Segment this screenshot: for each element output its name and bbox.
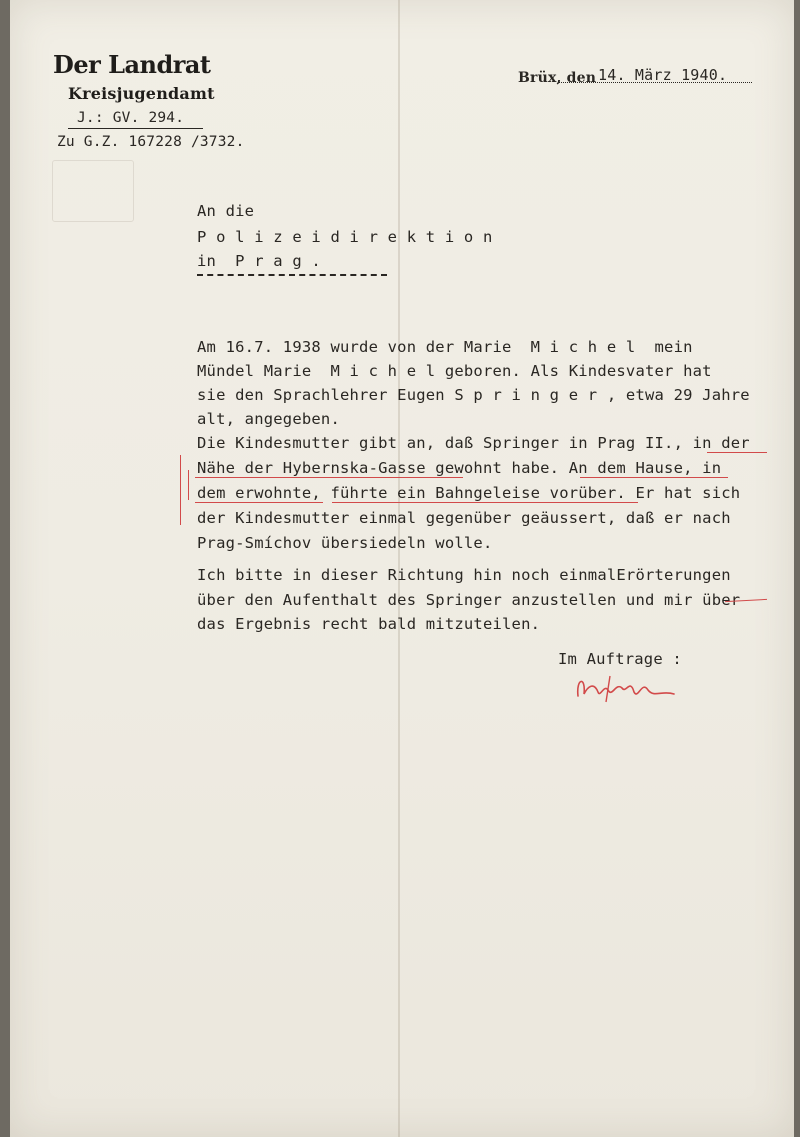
file-reference-underline	[68, 128, 203, 129]
body-line: sie den Sprachlehrer Eugen S p r i n g e r , etwa 29 Jahre	[197, 386, 750, 404]
red-margin-line	[188, 470, 189, 500]
red-underline-mark	[580, 477, 728, 478]
red-underline-mark	[332, 502, 638, 503]
body-line: Nähe der Hybernska-Gasse gewohnt habe. An dem Hause, in	[197, 459, 722, 477]
body-line: alt, angegeben.	[197, 410, 340, 428]
red-underline-mark	[195, 502, 323, 503]
recipient-line-2: P o l i z e i d i r e k t i o n	[197, 228, 493, 246]
body-line: Am 16.7. 1938 wurde von der Marie M i c h e l mein	[197, 338, 693, 356]
recipient-line-1: An die	[197, 202, 255, 220]
letterhead-authority: Der Landrat	[53, 50, 211, 79]
body-line: Prag-Smíchov übersiedeln wolle.	[197, 534, 493, 552]
handwritten-signature	[570, 668, 680, 708]
body-line: Mündel Marie M i c h e l geboren. Als Kindesvater hat	[197, 362, 712, 380]
closing-line: Im Auftrage :	[558, 650, 682, 668]
prior-reference: Zu G.Z. 167228 /3732.	[57, 134, 245, 150]
body-line: der Kindesmutter einmal gegenüber geäussert, daß er nach	[197, 509, 731, 527]
red-underline-mark	[195, 477, 463, 478]
file-reference: J.: GV. 294.	[77, 110, 185, 126]
body-line: über den Aufenthalt des Springer anzustellen und mir über	[197, 591, 741, 609]
faded-stamp-mark	[52, 160, 134, 222]
document-page	[10, 0, 794, 1137]
dateline-date: 14. März 1940.	[598, 66, 728, 84]
letterhead-office: Kreisjugendamt	[68, 84, 215, 103]
recipient-dashed-rule	[197, 274, 387, 276]
body-line: Die Kindesmutter gibt an, daß Springer in Prag II., in der	[197, 434, 750, 452]
red-underline-mark	[707, 452, 767, 453]
body-line: das Ergebnis recht bald mitzuteilen.	[197, 615, 541, 633]
body-line: dem erwohnte, führte ein Bahngeleise vorüber. Er hat sich	[197, 484, 741, 502]
body-line: Ich bitte in dieser Richtung hin noch einmalErörterungen	[197, 566, 731, 584]
dateline-dotted-rule	[558, 82, 752, 83]
dateline-place: Brüx, den	[518, 70, 597, 86]
recipient-line-3: in P r a g .	[197, 252, 321, 270]
red-margin-line	[180, 455, 181, 525]
